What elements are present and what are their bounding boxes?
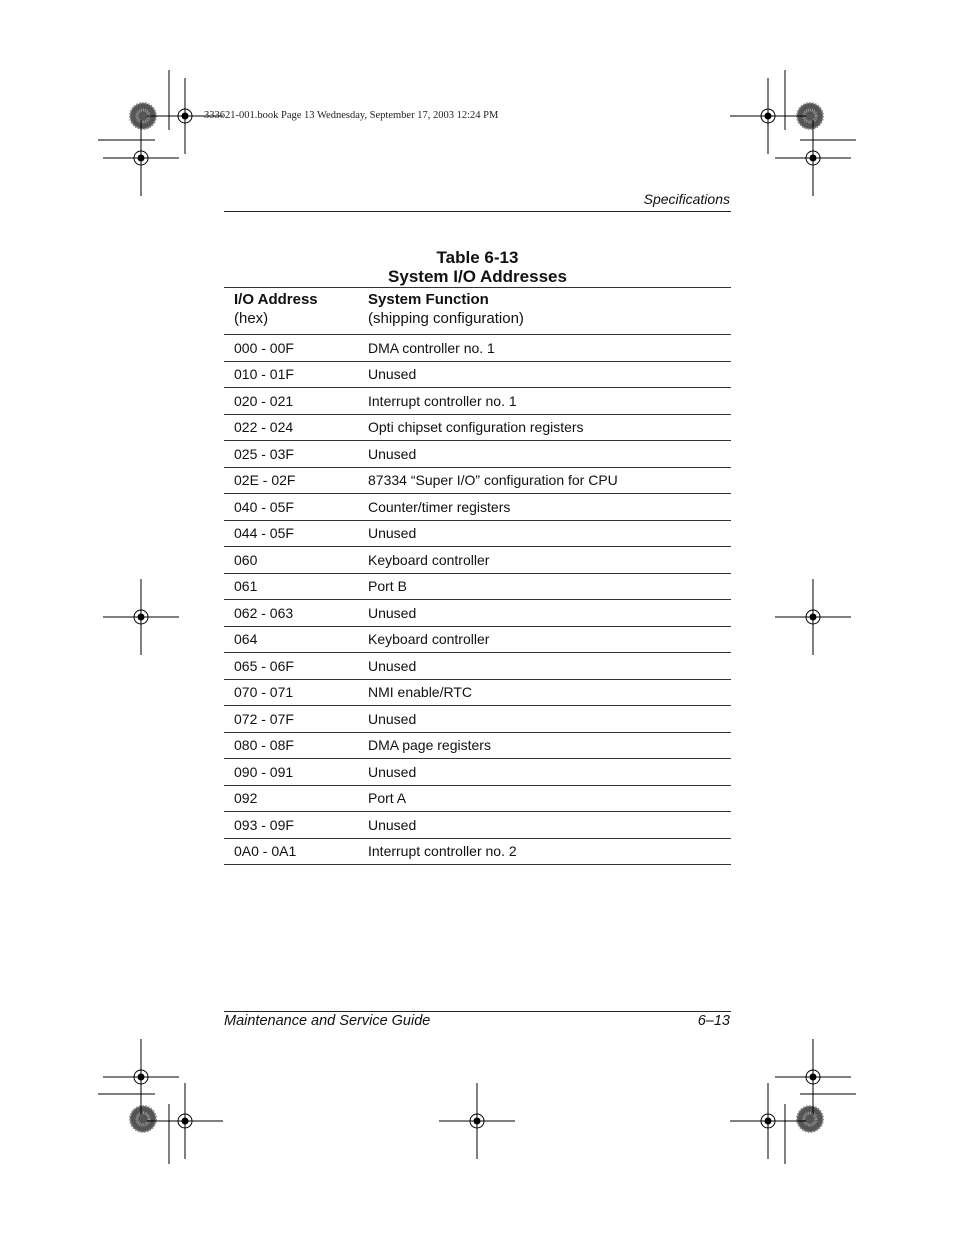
system-function-cell: DMA page registers <box>358 732 731 759</box>
system-function-cell: Unused <box>358 812 731 839</box>
system-function-cell: NMI enable/RTC <box>358 679 731 706</box>
table-number: Table 6-13 <box>436 248 519 267</box>
crosshair-mark-icon <box>730 78 806 154</box>
column-header-address <box>224 288 358 335</box>
table-row <box>224 361 731 388</box>
table-row <box>224 600 731 627</box>
io-address-cell: 072 - 07F <box>224 706 358 733</box>
io-address-cell: 061 <box>224 573 358 600</box>
io-address-cell: 093 - 09F <box>224 812 358 839</box>
registration-star-icon <box>797 1106 823 1132</box>
table-row <box>224 626 731 653</box>
system-function-cell: Counter/timer registers <box>358 494 731 521</box>
crosshair-mark-icon <box>147 1083 223 1159</box>
table-row <box>224 653 731 680</box>
io-address-table <box>224 287 731 865</box>
table-row <box>224 388 731 415</box>
io-address-cell: 064 <box>224 626 358 653</box>
table-row <box>224 785 731 812</box>
io-address-cell: 000 - 00F <box>224 335 358 362</box>
io-address-cell: 060 <box>224 547 358 574</box>
io-address-cell: 092 <box>224 785 358 812</box>
system-function-cell: Unused <box>358 759 731 786</box>
crosshair-mark-icon <box>775 579 851 655</box>
column-header-function <box>358 288 731 335</box>
system-function-cell: Keyboard controller <box>358 626 731 653</box>
table-row <box>224 547 731 574</box>
table-row <box>224 706 731 733</box>
system-function-cell: DMA controller no. 1 <box>358 335 731 362</box>
io-address-cell: 020 - 021 <box>224 388 358 415</box>
io-address-cell: 02E - 02F <box>224 467 358 494</box>
system-function-cell: Unused <box>358 706 731 733</box>
column-header-title: I/O Address <box>234 291 318 308</box>
column-header-subtitle: (shipping configuration) <box>368 310 524 327</box>
system-function-cell: Interrupt controller no. 2 <box>358 838 731 865</box>
registration-star-icon <box>130 1106 156 1132</box>
table-row <box>224 494 731 521</box>
crosshair-mark-icon <box>103 579 179 655</box>
table-row <box>224 573 731 600</box>
table-row <box>224 759 731 786</box>
system-function-cell: Opti chipset configuration registers <box>358 414 731 441</box>
running-head: Specifications <box>643 191 730 207</box>
crosshair-mark-icon <box>775 120 851 196</box>
io-address-cell: 040 - 05F <box>224 494 358 521</box>
crosshair-mark-icon <box>775 1039 851 1115</box>
io-address-cell: 025 - 03F <box>224 441 358 468</box>
system-function-cell: 87334 “Super I/O” configuration for CPU <box>358 467 731 494</box>
system-function-cell: Interrupt controller no. 1 <box>358 388 731 415</box>
io-address-cell: 022 - 024 <box>224 414 358 441</box>
footer-rule <box>224 1011 731 1012</box>
page-number: 6–13 <box>697 1013 730 1029</box>
system-function-cell: Unused <box>358 361 731 388</box>
system-function-cell: Keyboard controller <box>358 547 731 574</box>
table-header-row <box>224 288 731 335</box>
crosshair-mark-icon <box>439 1083 515 1159</box>
column-header-title: System Function <box>368 291 489 308</box>
crosshair-mark-icon <box>730 1083 806 1159</box>
io-address-cell: 0A0 - 0A1 <box>224 838 358 865</box>
crosshair-mark-icon <box>103 120 179 196</box>
table-row <box>224 467 731 494</box>
system-function-cell: Unused <box>358 600 731 627</box>
crosshair-mark-icon <box>103 1039 179 1115</box>
system-function-cell: Unused <box>358 520 731 547</box>
table-row <box>224 679 731 706</box>
io-address-cell: 070 - 071 <box>224 679 358 706</box>
table-row <box>224 414 731 441</box>
system-function-cell: Port B <box>358 573 731 600</box>
table-row <box>224 812 731 839</box>
system-function-cell: Port A <box>358 785 731 812</box>
table-title: System I/O Addresses <box>388 267 567 286</box>
column-header-subtitle: (hex) <box>234 310 269 327</box>
system-function-cell: Unused <box>358 653 731 680</box>
table-row <box>224 520 731 547</box>
header-rule <box>224 211 731 212</box>
io-address-cell: 010 - 01F <box>224 361 358 388</box>
io-address-cell: 090 - 091 <box>224 759 358 786</box>
print-stamp: 333621-001.book Page 13 Wednesday, September 17, 2003 12:24 PM <box>204 110 499 121</box>
io-address-cell: 062 - 063 <box>224 600 358 627</box>
table-row <box>224 441 731 468</box>
table-row <box>224 838 731 865</box>
table-row <box>224 732 731 759</box>
system-function-cell: Unused <box>358 441 731 468</box>
footer-guide-title: Maintenance and Service Guide <box>224 1013 431 1029</box>
io-address-cell: 065 - 06F <box>224 653 358 680</box>
io-address-cell: 044 - 05F <box>224 520 358 547</box>
io-address-cell: 080 - 08F <box>224 732 358 759</box>
table-row <box>224 335 731 362</box>
